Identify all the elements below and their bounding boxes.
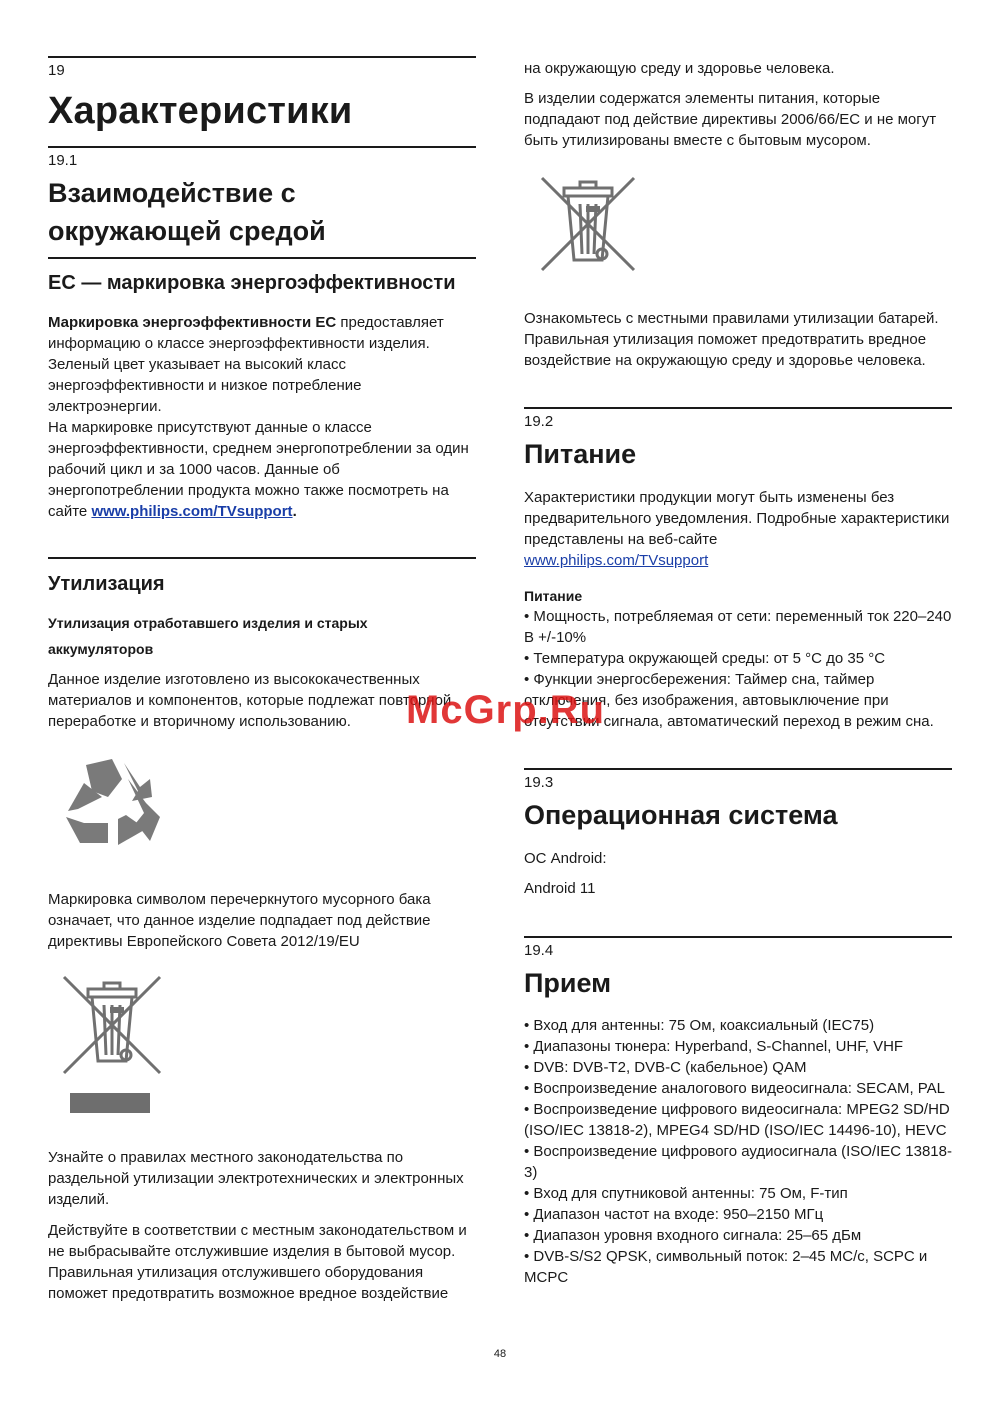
energy-text-block <box>48 312 476 522</box>
energy-paragraph-2-text: На маркировке присутствуют данные о классе энергоэффективности, среднем энергопотреблении за один рабочий цикл и за 1000 часов. Данные об энергопотреблении продукта можно также посмотреть на сайте <box>48 419 469 520</box>
list-item: • DVB: DVB-T2, DVB-C (кабельное) QAM <box>524 1059 807 1076</box>
list-item: • Температура окружающей среды: от 5 °C до 35 °C <box>524 650 886 667</box>
section-rule <box>48 56 476 58</box>
energy-paragraph-2-end: . <box>292 503 297 520</box>
philips-support-link[interactable]: www.philips.com/TVsupport <box>91 503 293 520</box>
energy-paragraph-2 <box>48 417 476 522</box>
reception-list <box>524 1015 952 1288</box>
section-rule <box>524 936 952 938</box>
section-number: 19.3 <box>524 774 554 791</box>
continued-text: на окружающую среду и здоровье человека. <box>524 60 835 77</box>
disposal-paragraph-3: Узнайте о правилах местного законодательства по раздельной утилизации электротехнических и электронных изделий. <box>48 1149 464 1208</box>
energy-bold-lead: Маркировка энергоэффективности ЕС <box>48 314 337 331</box>
power-subheading: Питание <box>524 588 583 604</box>
section-title: Операционная система <box>524 800 838 830</box>
philips-support-link[interactable]: www.philips.com/TVsupport <box>524 552 709 569</box>
list-item: • Воспроизведение цифрового аудиосигнала (ISO/IEC 13818-3) <box>524 1143 952 1181</box>
list-item: • Воспроизведение аналогового видеосигнала: SECAM, PAL <box>524 1080 946 1097</box>
disposal-subheading: Утилизация отработавшего изделия и старых аккумуляторов <box>48 615 368 657</box>
section-rule <box>524 768 952 770</box>
list-item: • DVB-S/S2 QPSK, символьный поток: 2–45 МС/с, SCPC и MCPC <box>524 1248 928 1286</box>
energy-label-heading: ЕС — маркировка энергоэффективности <box>48 272 456 294</box>
disposal-paragraph-2: Маркировка символом перечеркнутого мусорного бака означает, что данное изделие подпадает под действие директивы Европейского Совета 2012/19/EU <box>48 891 431 950</box>
crossed-bin-icon <box>62 975 162 1115</box>
power-paragraph <box>524 487 952 571</box>
section-title: Прием <box>524 968 612 998</box>
recycle-icon <box>62 757 162 849</box>
subsection-rule <box>48 146 476 148</box>
section-number: 19 <box>48 62 65 79</box>
batteries-advice-paragraph: Ознакомьтесь с местными правилами утилизации батарей. Правильная утилизация поможет предотвратить вредное воздействие на окружающую среду и здоровье человека. <box>524 310 939 369</box>
crossed-bin-icon <box>540 176 636 272</box>
disposal-paragraph-4: Действуйте в соответствии с местным законодательством и не выбрасывайте отслужившие изделия в бытовой мусор. Правильная утилизация отслужившего оборудования поможет предотвратить возможное вредное воздействие <box>48 1222 467 1302</box>
os-line-1: ОС Android: <box>524 850 607 867</box>
page-number: 48 <box>493 1348 507 1360</box>
batteries-paragraph: В изделии содержатся элементы питания, которые подпадают под действие директивы 2006/66/EC и не могут быть утилизированы вместе с бытовым мусором. <box>524 90 937 149</box>
heading-rule <box>48 257 476 259</box>
page-title: Характеристики <box>48 90 353 132</box>
subsection-title: Взаимодействие с окружающей средой <box>48 178 326 246</box>
section-number: 19.4 <box>524 942 554 959</box>
section-number: 19.2 <box>524 413 554 430</box>
section-rule <box>524 407 952 409</box>
list-item: • Диапазон уровня входного сигнала: 25–65 дБм <box>524 1227 862 1244</box>
power-paragraph-text: Характеристики продукции могут быть изменены без предварительного уведомления. Подробные характеристики представлены на веб-сайте <box>524 489 950 548</box>
energy-paragraph-1-text: предоставляет информацию о классе энергоэффективности изделия. Зеленый цвет указывает на высокий класс энергоэффективности и низкое потребление электроэнергии. <box>48 314 444 415</box>
os-line-2: Android 11 <box>524 880 596 897</box>
heading-rule <box>48 557 476 559</box>
list-item: • Вход для спутниковой антенны: 75 Ом, F-тип <box>524 1185 848 1202</box>
list-item: • Вход для антенны: 75 Ом, коаксиальный (IEC75) <box>524 1017 875 1034</box>
watermark: McGrp.Ru <box>406 688 606 732</box>
list-item: • Воспроизведение цифрового видеосигнала: MPEG2 SD/HD (ISO/IEC 13818-2), MPEG4 SD/HD (ISO/IEC 14496-10), HEVC <box>524 1101 950 1139</box>
list-item: • Диапазоны тюнера: Hyperband, S-Channel, UHF, VHF <box>524 1038 904 1055</box>
list-item: • Диапазон частот на входе: 950–2150 МГц <box>524 1206 824 1223</box>
energy-paragraph-1 <box>48 312 476 417</box>
disposal-heading: Утилизация <box>48 573 165 595</box>
disposal-paragraph-1: Данное изделие изготовлено из высококачественных материалов и компонентов, которые подлежат повторной переработке и вторичному использованию. <box>48 671 452 730</box>
section-title: Питание <box>524 439 637 469</box>
subsection-number: 19.1 <box>48 152 78 169</box>
list-item: • Функции энергосбережения: Таймер сна, таймер отключения, без изображения, автовыключение при отсутствии сигнала, автоматический переход в режим сна. <box>524 671 934 730</box>
list-item: • Мощность, потребляемая от сети: переменный ток 220–240 В +/-10% <box>524 608 952 646</box>
